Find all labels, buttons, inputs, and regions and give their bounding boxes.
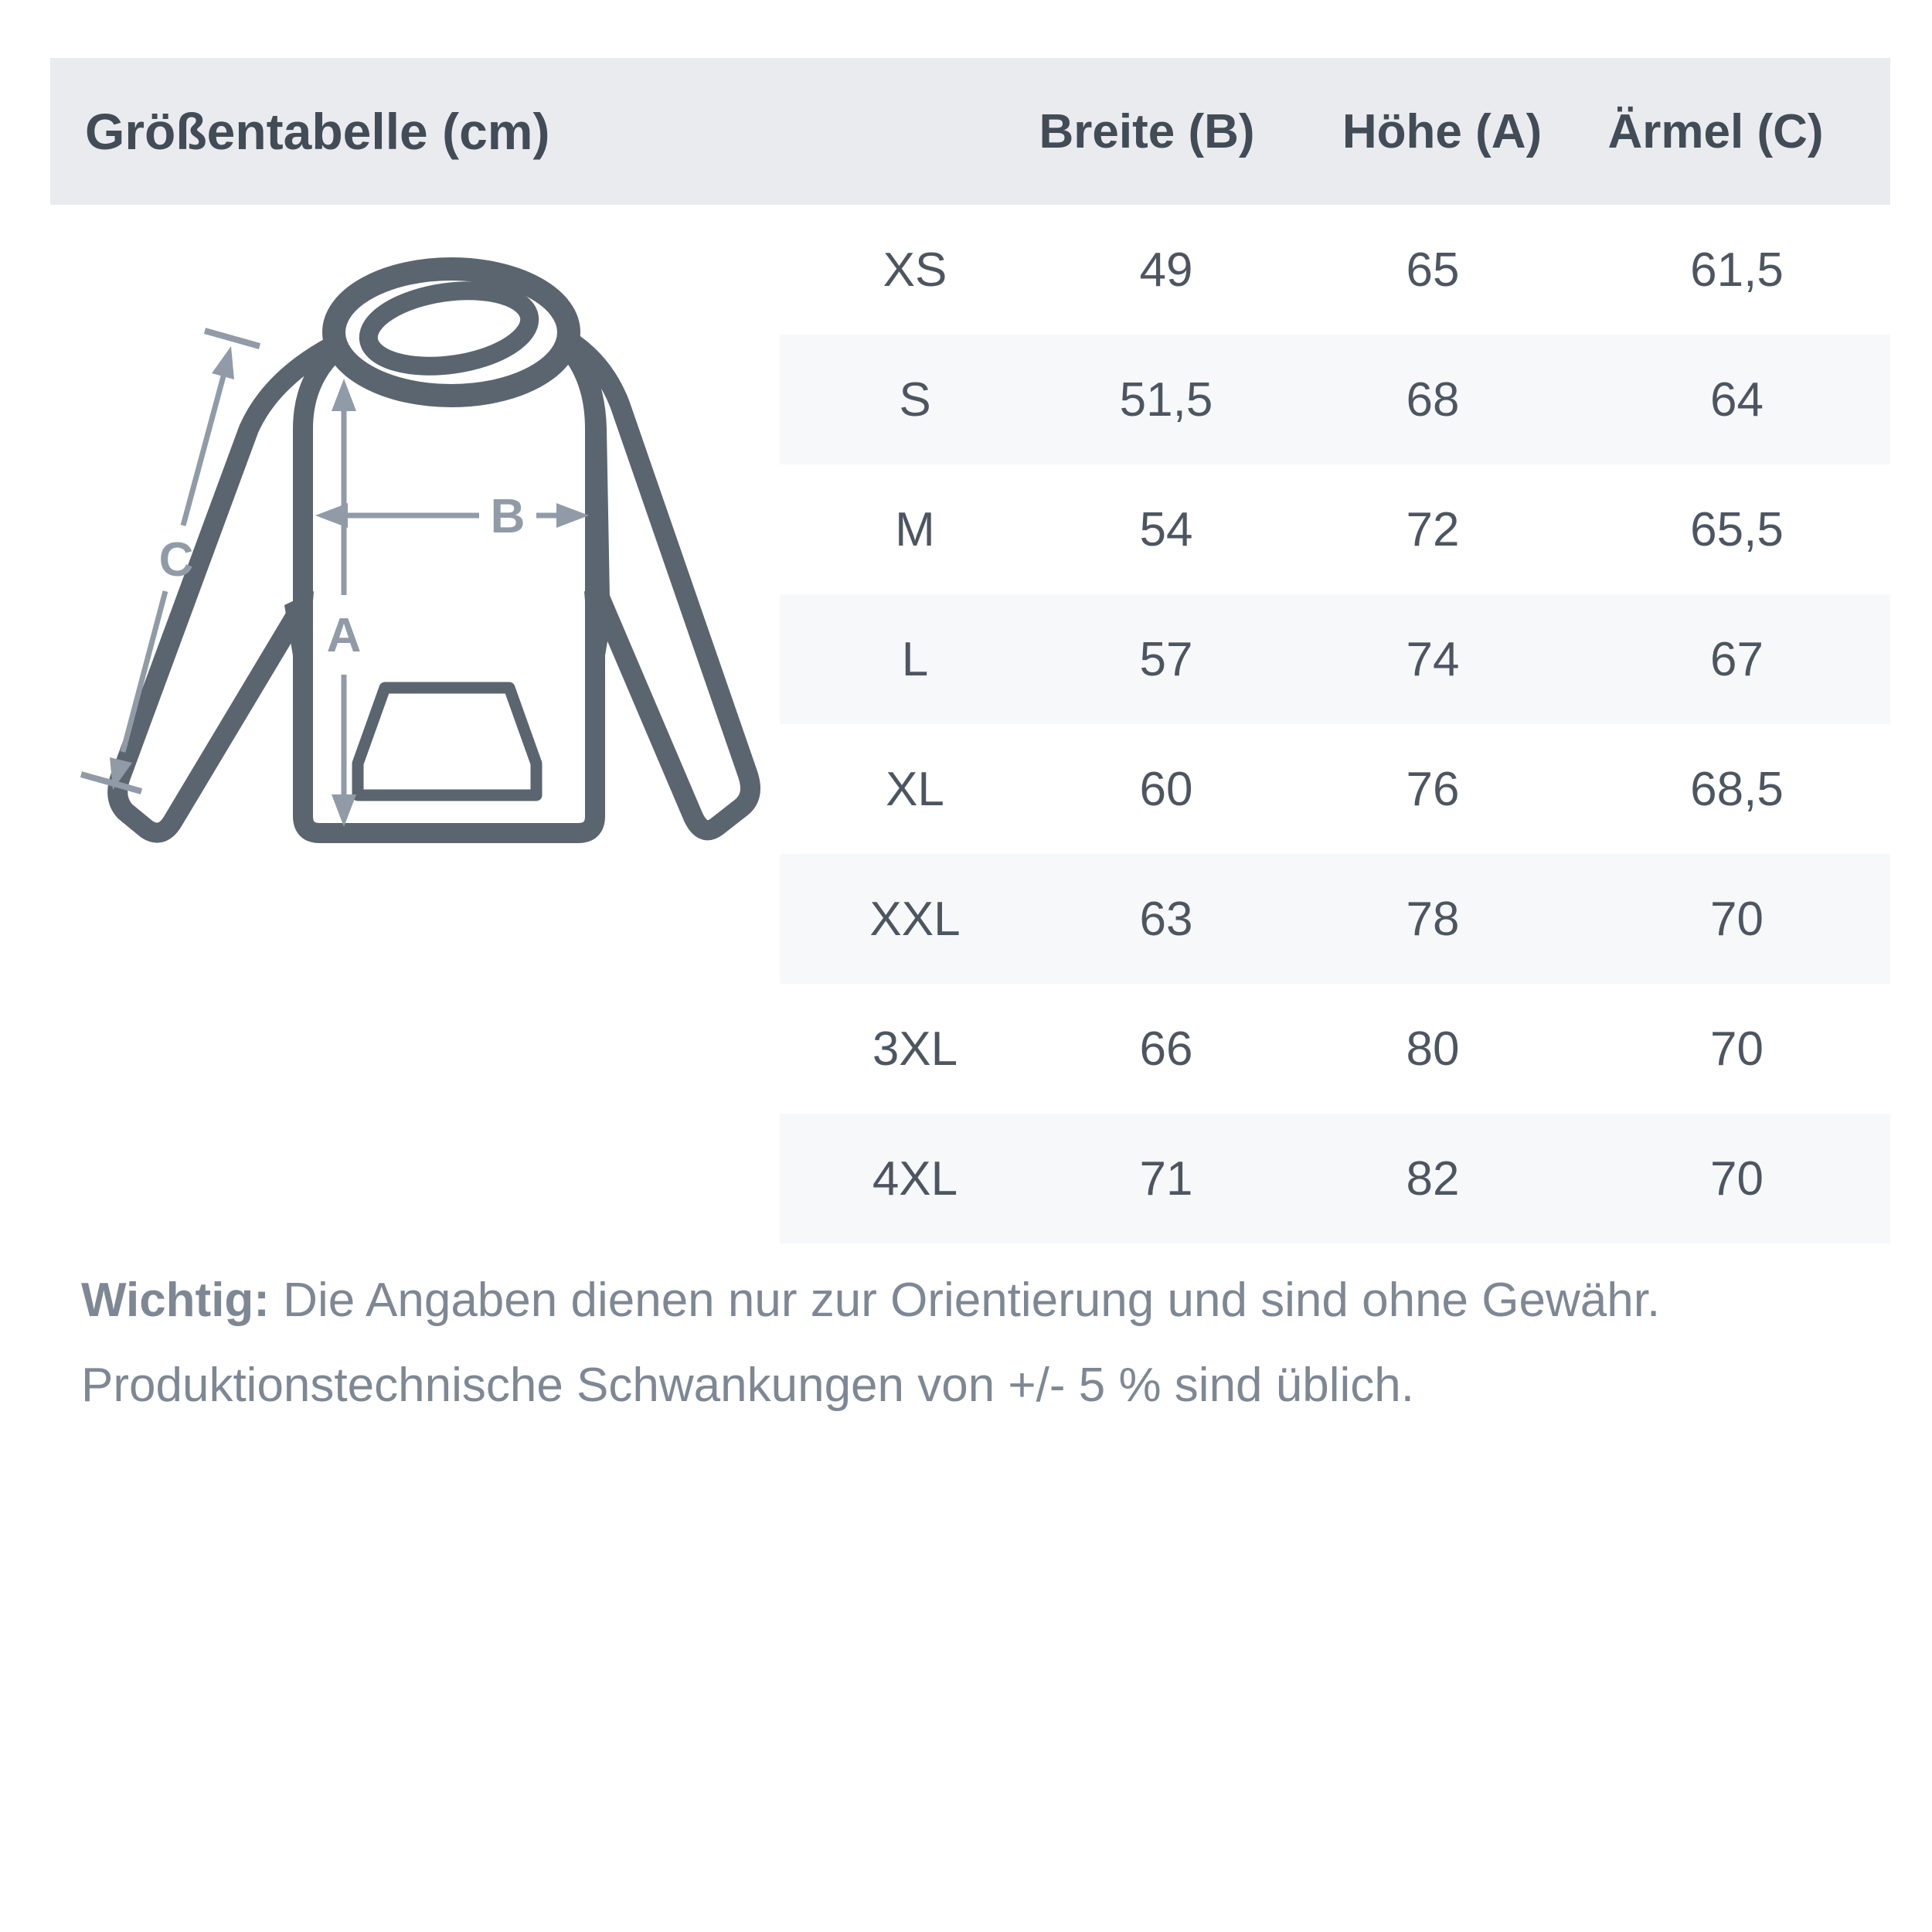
size-row xyxy=(780,205,1890,335)
hoehe-value: 68 xyxy=(1406,372,1460,427)
aermel-value: 67 xyxy=(1710,632,1764,686)
size-row xyxy=(780,594,1890,724)
breite-value: 66 xyxy=(1139,1022,1193,1076)
label-a: A xyxy=(326,609,362,662)
breite-value: 63 xyxy=(1139,892,1193,946)
breite-value: 60 xyxy=(1139,762,1193,816)
hoehe-value: 65 xyxy=(1406,243,1460,297)
aermel-value: 61,5 xyxy=(1690,243,1784,297)
hoodie-pocket xyxy=(358,688,536,795)
page-title: Größentabelle (cm) xyxy=(85,103,550,160)
size-label: S xyxy=(899,372,931,427)
aermel-value: 65,5 xyxy=(1690,502,1784,556)
aermel-value: 70 xyxy=(1710,892,1764,946)
size-label: XS xyxy=(883,243,947,297)
size-row xyxy=(780,1114,1890,1243)
size-label: XL xyxy=(886,762,944,816)
size-row xyxy=(780,464,1890,594)
aermel-value: 70 xyxy=(1710,1022,1764,1076)
aermel-value: 70 xyxy=(1710,1151,1764,1206)
size-label: 3XL xyxy=(872,1022,958,1076)
hoodie-measurement-diagram xyxy=(46,174,773,862)
hoehe-value: 78 xyxy=(1406,892,1460,946)
size-label: XXL xyxy=(869,892,961,946)
column-header-aermel: Ärmel (C) xyxy=(1607,104,1824,158)
size-label: L xyxy=(901,632,929,686)
breite-value: 57 xyxy=(1139,632,1193,686)
size-row xyxy=(780,984,1890,1114)
size-label: 4XL xyxy=(872,1151,958,1206)
hoodie-hood xyxy=(334,269,569,396)
disclaimer-bold: Wichtig: xyxy=(81,1274,270,1327)
size-label: M xyxy=(895,502,935,556)
breite-value: 51,5 xyxy=(1119,372,1213,427)
hoehe-value: 72 xyxy=(1406,502,1460,556)
label-b: B xyxy=(490,490,526,543)
hoehe-value: 82 xyxy=(1406,1151,1460,1206)
column-header-hoehe: Höhe (A) xyxy=(1342,104,1543,158)
size-row xyxy=(780,724,1890,854)
column-header-breite: Breite (B) xyxy=(1039,104,1255,158)
size-row xyxy=(780,854,1890,984)
aermel-value: 64 xyxy=(1710,372,1764,427)
hoehe-value: 80 xyxy=(1406,1022,1460,1076)
label-c: C xyxy=(158,533,194,587)
disclaimer-note xyxy=(81,1258,1874,1428)
breite-value: 71 xyxy=(1139,1151,1193,1206)
aermel-value: 68,5 xyxy=(1690,762,1784,816)
breite-value: 54 xyxy=(1139,502,1193,556)
size-row xyxy=(780,335,1890,464)
disclaimer-line2: Produktionstechnische Schwankungen von +/- 5 % sind üblich. xyxy=(81,1359,1414,1412)
hoehe-value: 76 xyxy=(1406,762,1460,816)
breite-value: 49 xyxy=(1139,243,1193,297)
disclaimer-line1: Die Angaben dienen nur zur Orientierung und sind ohne Gewähr. xyxy=(269,1274,1661,1327)
hoehe-value: 74 xyxy=(1406,632,1460,686)
size-table xyxy=(780,205,1890,1243)
